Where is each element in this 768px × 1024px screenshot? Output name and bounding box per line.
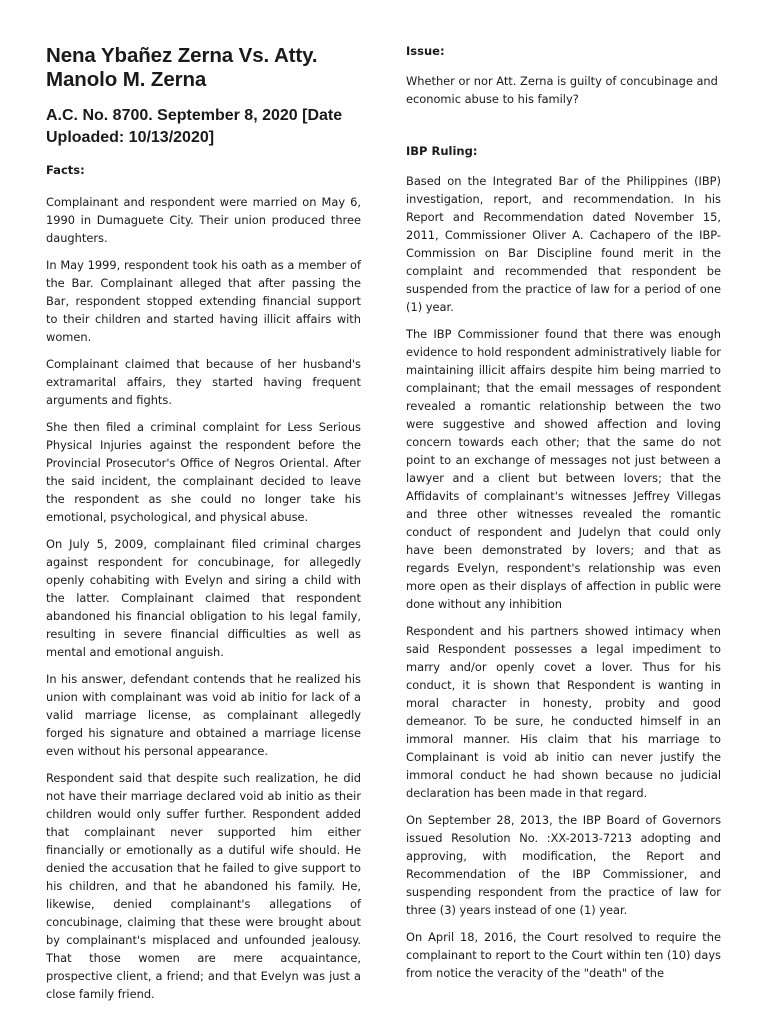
ruling-paragraph: Based on the Integrated Bar of the Philippines (IBP) investigation, report, and recommendation. In his Report and Recommendation dated November 15, 2011, Commissioner Oliver A. Cachapero of the IBP-Commission on Bar Discipline found merit in the complaint and recommended that respondent be suspended from the practice of law for a period of one (1) year.	[406, 174, 721, 314]
ruling-paragraph: On September 28, 2013, the IBP Board of Governors issued Resolution No. :XX-2013-7213 adopting and approving, with modification, the Report and Recommendation of the IBP Commissioner, and suspending respondent from the practice of law for three (3) years instead of one (1) year.	[406, 813, 721, 917]
case-title: Nena Ybañez Zerna Vs. Atty. Manolo M. Zerna	[46, 44, 318, 91]
ruling-paragraph: The IBP Commissioner found that there was enough evidence to hold respondent administratively liable for maintaining illicit affairs despite him being married to complainant; that the email messages of respondent revealed a romantic relationship between the two were suggestive and showed affection and loving concern towards each other; that the same do not point to an exchange of messages not just between a lawyer and a client but between lovers; that the Affidavits of complainant's witnesses Jeffrey Villegas and three other witnesses revealed the romantic conduct of respondent and Judelyn that could only have been demonstrated by lovers; and that as regards Evelyn, respondent's relationship was even more open as their displays of affection in public were done without any inhibition	[406, 327, 721, 611]
ruling-paragraph: On April 18, 2016, the Court resolved to require the complainant to report to the Court within ten (10) days from notice the veracity of the "death" of the	[406, 930, 721, 980]
ruling-heading: IBP Ruling:	[406, 144, 478, 158]
right-column	[406, 0, 721, 982]
facts-paragraph: In May 1999, respondent took his oath as a member of the Bar. Complainant alleged that after passing the Bar, respondent stopped extending financial support to their children and started having illicit affairs with women.	[46, 258, 361, 344]
facts-paragraph: In his answer, defendant contends that he realized his union with complainant was void ab initio for lack of a valid marriage license, as complainant allegedly forged his signature and obtained a marriage license even without his personal appearance.	[46, 672, 361, 758]
facts-paragraph: On July 5, 2009, complainant filed criminal charges against respondent for concubinage, for allegedly openly cohabiting with Evelyn and siring a child with the latter. Complainant claimed that respondent abandoned his financial obligation to his legal family, resulting in severe financial difficulties as well as mental and emotional anguish.	[46, 537, 361, 659]
facts-heading: Facts:	[46, 163, 85, 177]
left-column	[46, 0, 361, 1003]
ruling-paragraph: Respondent and his partners showed intimacy when said Respondent possesses a legal impediment to marry and/or openly covet a lover. Thus for his conduct, it is shown that Respondent is wanting in moral character in honesty, probity and good demeanor. To be sure, he conducted himself in an immoral manner. His claim that his marriage to Complainant is void ab initio can never justify the immoral conduct he had shown because no judicial declaration has been made in that regard.	[406, 624, 721, 800]
facts-paragraph: She then filed a criminal complaint for Less Serious Physical Injuries against the respondent before the Provincial Prosecutor's Office of Negros Oriental. After the said incident, the complainant decided to leave the respondent as she could no longer take his emotional, psychological, and physical abuse.	[46, 420, 361, 524]
facts-paragraph: Respondent said that despite such realization, he did not have their marriage declared void ab initio as their children would only suffer further. Respondent added that complainant never supported him either financially or emotionally as a dutiful wife should. He denied the accusation that he failed to give support to his children, and that he abandoned his family. He, likewise, denied complainant's allegations of concubinage, claiming that these were brought about by complainant's misplaced and unfounded jealousy. That those women are mere acquaintance, prospective client, a friend; and that Evelyn was just a close family friend.	[46, 771, 361, 1001]
facts-paragraph: Complainant and respondent were married on May 6, 1990 in Dumaguete City. Their union produced three daughters.	[46, 195, 361, 245]
issue-text: Whether or nor Att. Zerna is guilty of concubinage and economic abuse to his family?	[406, 74, 718, 106]
case-citation: A.C. No. 8700. September 8, 2020 [Date Uploaded: 10/13/2020]	[46, 107, 343, 146]
facts-paragraph: Complainant claimed that because of her husband's extramarital affairs, they started having frequent arguments and fights.	[46, 357, 361, 407]
issue-heading: Issue:	[406, 44, 445, 58]
